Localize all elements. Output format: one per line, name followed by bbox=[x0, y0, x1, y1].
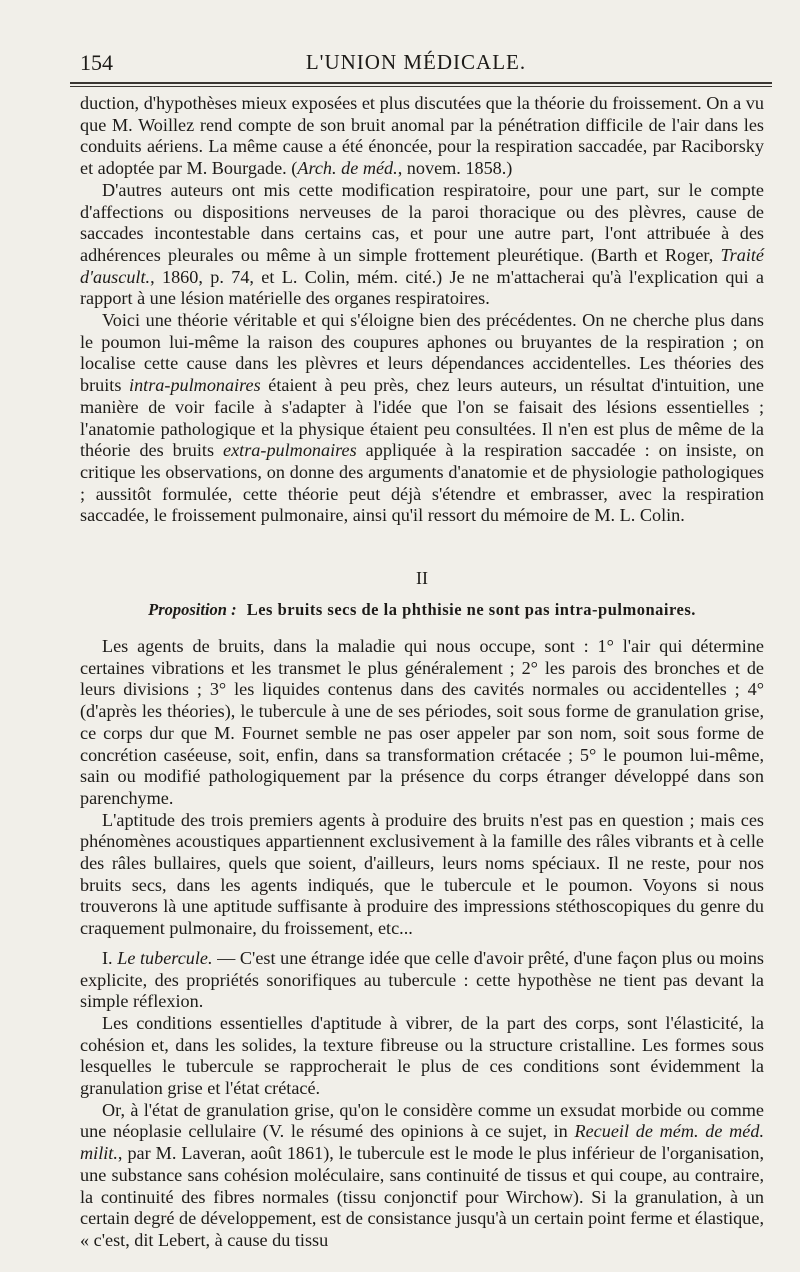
running-title: L'UNION MÉDICALE. bbox=[305, 50, 527, 74]
page-header bbox=[62, 46, 770, 82]
section-1-text bbox=[80, 93, 764, 527]
text-run: Les agents de bruits, dans la maladie qui nous occupe, sont : 1° l'air qui détermine certaines vibrations et les transmet le plus généralement ; 2° les parois des bronches et de leurs divisions ; 3° les liquides contenus dans des cavités normales ou accidentelles ; 4° (d'après les théories), le tubercule à une de ses périodes, soit sous forme de granulation grise, ce corps dur que M. Fournet semble ne pas oser appeler par son nom, soit sous forme de concrétion caséeuse, soit, enfin, dans sa transformation crétacée ; 5° le poumon lui-même, sain ou modifié pathologiquement par la présence du corps étranger développé dans son parenchyme. bbox=[80, 636, 764, 808]
italic-text: Recueil de mém. de méd. milit. bbox=[80, 1121, 764, 1164]
paragraph bbox=[80, 810, 764, 940]
paragraph bbox=[80, 310, 764, 527]
italic-text: Traité d'auscult. bbox=[80, 244, 764, 287]
header-rule-thin bbox=[70, 86, 772, 87]
text-run: Les conditions essentielles d'aptitude à vibrer, de la part des corps, sont l'élasticité, la cohésion et, dans les solides, la texture fibreuse ou la structure cristalline. Les formes sous lesquelles le tubercule se rapprocherait le plus de ces conditions sont évidemment la granulation grise et l'état crétacé. bbox=[80, 1012, 764, 1099]
text-run: , novem. 1858.) bbox=[397, 158, 513, 179]
text-run: — C'est une étrange idée que celle d'avoir prêté, d'une façon plus ou moins explicite, des propriétés sonorifiques au tubercule : cette hypothèse ne tient pas devant la simple réflexion. bbox=[80, 947, 764, 1012]
paragraph bbox=[80, 1100, 764, 1252]
italic-text: Le tubercule. bbox=[117, 947, 213, 968]
text-run: D'autres auteurs ont mis cette modification respiratoire, pour une part, sur le compte d'affections ou dispositions nerveuses de la paroi thoracique ou des plèvres, cause de saccades incontestable dans certains cas, et pour une autre part, l'ont attribuée à des adhérences pleurales ou même à un simple frottement pleurétique. (Barth et Roger, bbox=[80, 179, 764, 265]
text-run: L'aptitude des trois premiers agents à produire des bruits n'est pas en question ; mais ces phénomènes acoustiques appartiennent exclusivement à la famille des râles vibrants et à celle des râles bullaires, quels que soient, d'ailleurs, leurs noms spéciaux. Il ne reste, pour nos bruits secs, dans les agents indiqués, que le tubercule et le poumon. Voyons si nous trouverons là une aptitude suffisante à produire des impressions stéthoscopiques du genre du craquement pulmonaire, du froissement, etc... bbox=[80, 809, 764, 939]
proposition-text: Les bruits secs de la phthisie ne sont pas intra-pulmonaires. bbox=[246, 600, 696, 619]
text-run: duction, d'hypothèses mieux exposées et plus discutées que la théorie du froissement. On a vu que M. Woillez rend compte de son bruit anomal par la pénétration difficile de l'air dans les conduits aériens. La même cause a été énoncée, pour la respiration saccadée, par Raciborsky et adoptée par M. Bourgade. ( bbox=[80, 93, 764, 179]
italic-text: extra-pulmonaires bbox=[223, 440, 357, 461]
section-2-text bbox=[80, 636, 764, 1252]
paragraph bbox=[80, 93, 764, 180]
paragraph-gap bbox=[80, 940, 764, 948]
paragraph bbox=[80, 180, 764, 310]
text-run: appliquée à la respiration saccadée : on insiste, on critique les observations, on donne des arguments d'anatomie et de physiologie pathologiques ; aussitôt formulée, cette théorie peut déjà s'étendre et embrasser, avec la respiration saccadée, le froissement pulmonaire, ainsi qu'il ressort du mémoire de M. L. Colin. bbox=[80, 440, 764, 526]
section-heading: II bbox=[416, 568, 428, 588]
page-number: 154 bbox=[80, 50, 113, 75]
text-run: I. bbox=[102, 947, 118, 968]
italic-text: intra-pulmonaires bbox=[129, 375, 261, 396]
paragraph bbox=[80, 948, 764, 1013]
paragraph bbox=[80, 636, 764, 810]
proposition-label: Proposition : bbox=[148, 600, 237, 619]
italic-text: Arch. de méd. bbox=[297, 158, 398, 179]
text-run: , par M. Laveran, août 1861), le tubercule est le mode le plus inférieur de l'organisation, une substance sans cohésion moléculaire, sans continuité de tissus et qui coupe, au contraire, la continuité des fibres normales (tissu conjonctif pour Wirchow). Si la granulation, à un certain degré de développement, est de consistance jusqu'à un certain point ferme et élastique, « c'est, dit Lebert, à cause du tissu bbox=[80, 1143, 764, 1250]
text-run: étaient à peu près, chez leurs auteurs, un résultat d'intuition, une manière de voir facile à s'adapter à l'idée que l'on se faisait des lésions essentielles ; l'anatomie pathologique et la physique étaient peu consultées. Il n'en est plus de même de la théorie des bruits bbox=[80, 375, 764, 461]
text-run: , 1860, p. 74, et L. Colin, mém. cité.) Je ne m'attacherai qu'à l'explication qui a rapport à une lésion matérielle des organes respiratoires. bbox=[80, 266, 764, 309]
header-rule bbox=[70, 82, 772, 84]
paragraph bbox=[80, 1013, 764, 1100]
text-run: Or, à l'état de granulation grise, qu'on le considère comme un exsudat morbide ou comme une néoplasie cellulaire (V. le résumé des opinions à ce sujet, in bbox=[80, 1099, 764, 1142]
proposition-line bbox=[80, 600, 764, 620]
text-run: Voici une théorie véritable et qui s'éloigne bien des précédentes. On ne cherche plus dans le poumon lui-même la raison des coupures aphones ou bruyantes de la respiration ; on localise cette cause dans les plèvres et leurs dépendances accidentelles. Les théories des bruits bbox=[80, 310, 764, 396]
